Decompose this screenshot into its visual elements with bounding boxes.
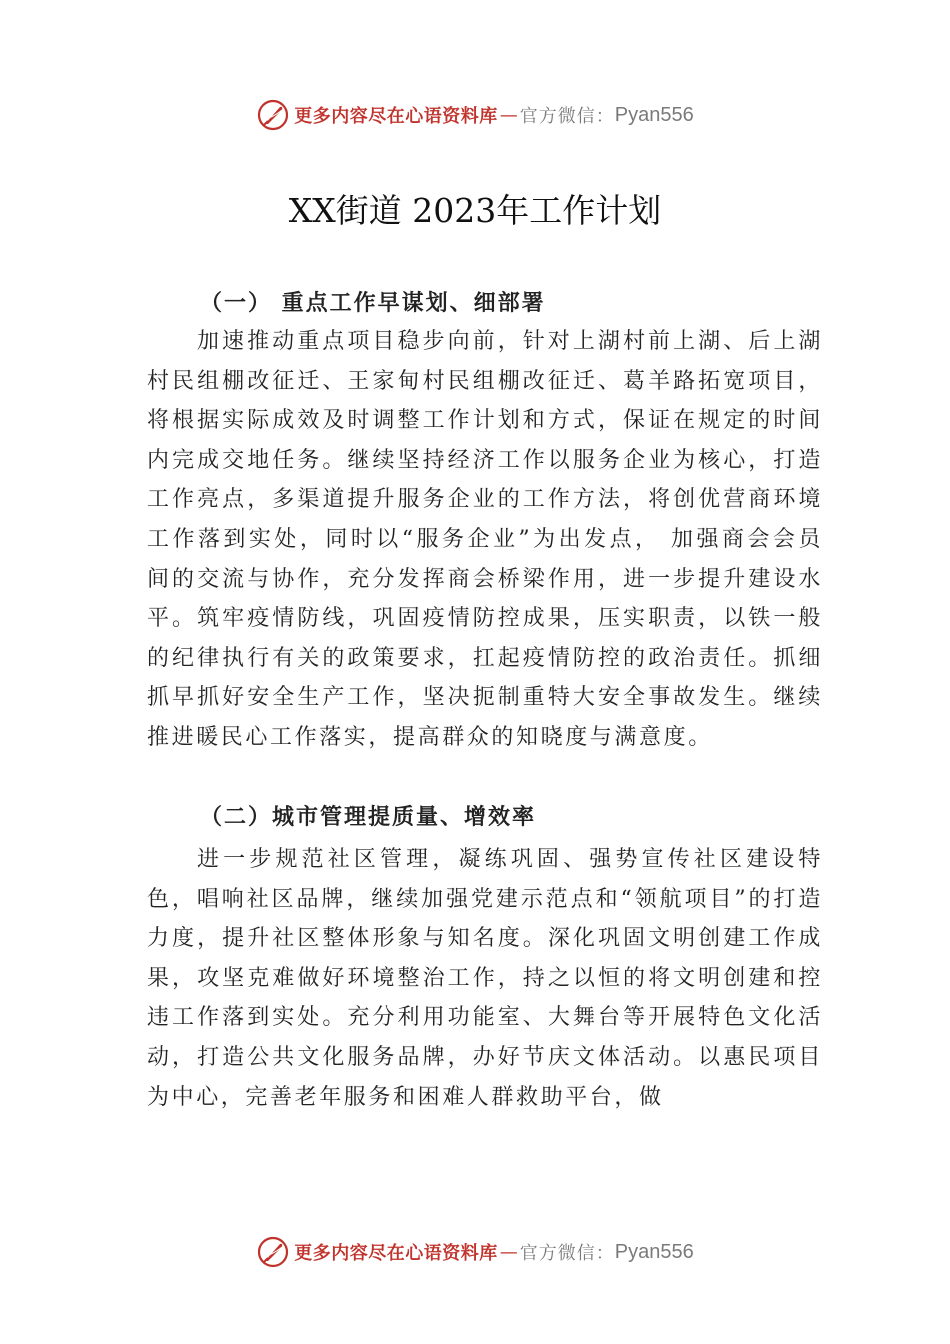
watermark-dash: — [499, 1241, 518, 1263]
watermark-banner-bottom [0, 1232, 950, 1272]
watermark-brand-text: 更多内容尽在心语资料库 [294, 1243, 498, 1264]
section-heading-1: （一） 重点工作早谋划、细部署 [200, 290, 546, 316]
document-title: XX街道 2023年工作计划 [288, 191, 662, 230]
section-heading-2: （二）城市管理提质量、增效率 [200, 804, 537, 830]
watermark-wechat-id: Pyan556 [614, 103, 694, 126]
section-paragraph-1: 加速推动重点项目稳步向前，针对上湖村前上湖、后上湖村民组棚改征迁、王家甸村民组棚改征迁、葛羊路拓宽项目，将根据实际成效及时调整工作计划和方式，保证在规定的时间内完成交地任务。继续坚持经济工作以服务企业为核心，打造工作亮点，多渠道提升服务企业的工作方法，将创优营商环境工作落到实处，同时以“服务企业”为出发点， 加强商会会员间的交流与协作，充分发挥商会桥梁作用，进一步提升建设水平。筑牢疫情防线，巩固疫情防控成果，压实职责，以铁一般的纪律执行有关的政策要求，扛起疫情防控的政治责任。抓细抓早抓好安全生产工作，坚决扼制重特大安全事故发生。继续推进暖民心工作落实，提高群众的知晓度与满意度。 [147, 329, 823, 750]
watermark-brand-text: 更多内容尽在心语资料库 [294, 106, 498, 127]
watermark-dash: — [499, 104, 518, 126]
quill-logo-icon [256, 1235, 290, 1269]
watermark-official-label: 官方微信： [519, 1243, 615, 1264]
watermark-official-label: 官方微信： [519, 106, 615, 127]
section-paragraph-2: 进一步规范社区管理，凝练巩固、强势宣传社区建设特色，唱响社区品牌，继续加强党建示范点和“领航项目”的打造力度，提升社区整体形象与知名度。深化巩固文明创建工作成果，攻坚克难做好环境整治工作，持之以恒的将文明创建和控违工作落到实处。充分利用功能室、大舞台等开展特色文化活动，打造公共文化服务品牌，办好节庆文体活动。以惠民项目为中心，完善老年服务和困难人群救助平台，做 [147, 847, 823, 1110]
watermark-banner-top [0, 95, 950, 135]
quill-logo-icon [256, 98, 290, 132]
watermark-wechat-id: Pyan556 [614, 1240, 694, 1263]
